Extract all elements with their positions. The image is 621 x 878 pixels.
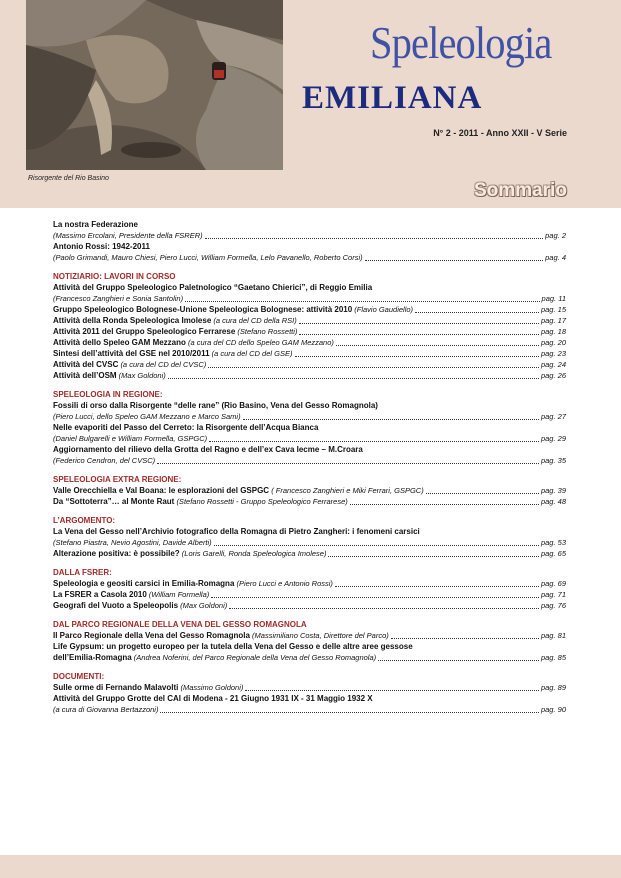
- leader-dots: [208, 366, 539, 368]
- page-number: pag. 76: [540, 601, 566, 610]
- toc-entry-title: Attività della Ronda Speleologica Imolese: [53, 316, 212, 325]
- leader-dots: [185, 300, 539, 302]
- toc-entry-authors: (Massimo Goldoni): [180, 683, 244, 692]
- toc-entry-row: [53, 326, 566, 337]
- magazine-title-bottom: EMILIANA: [302, 80, 483, 116]
- toc-entry-authors: ( Francesco Zanghieri e Miki Ferrari, GSPGC): [271, 486, 424, 495]
- magazine-title-top: Speleologia: [370, 17, 552, 68]
- toc-entry-authors: (Piero Lucci, dello Speleo GAM Mezzano e Marco Sami): [53, 412, 241, 421]
- toc-entry-authors: (Max Goldoni): [180, 601, 228, 610]
- page-number: pag. 4: [545, 253, 566, 262]
- section-heading: DALLA FSRER:: [53, 568, 112, 577]
- toc-entry-authors: (Max Goldoni): [118, 371, 166, 380]
- section-heading: DAL PARCO REGIONALE DELLA VENA DEL GESSO ROMAGNOLA: [53, 620, 307, 629]
- page-number: pag. 17: [540, 316, 566, 325]
- toc-entry-row: [53, 348, 566, 359]
- section-heading: NOTIZIARIO: LAVORI IN CORSO: [53, 272, 176, 281]
- page-number: pag. 65: [540, 549, 566, 558]
- leader-dots: [245, 689, 539, 691]
- page-number: pag. 11: [541, 294, 566, 303]
- page-number: pag. 2: [545, 231, 566, 240]
- toc-entry-title: Speleologia e geositi carsici in Emilia-Romagna: [53, 579, 235, 588]
- toc-entry-row: [53, 682, 566, 693]
- toc-entry-title: Sulle orme di Fernando Malavolti: [53, 683, 179, 692]
- page-number: pag. 27: [540, 412, 566, 421]
- leader-dots: [336, 344, 539, 346]
- section-heading: SPELEOLOGIA IN REGIONE:: [53, 390, 163, 399]
- toc-entry-authors: (Loris Garelli, Ronda Speleologica Imolese): [181, 549, 327, 558]
- page-number: pag. 69: [540, 579, 566, 588]
- toc-entry-row: [53, 433, 566, 444]
- leader-dots: [295, 355, 539, 357]
- leader-dots: [378, 659, 539, 661]
- sommario-heading: Sommario: [474, 180, 567, 201]
- toc-entry-authors: (a cura del CD dello Speleo GAM Mezzano): [188, 338, 334, 347]
- toc-entry-authors: (a cura del CD della RSI): [213, 316, 297, 325]
- toc-section-federazione: [53, 219, 566, 263]
- leader-dots: [214, 544, 539, 546]
- toc-section-fsrer: [53, 567, 566, 611]
- page-number: pag. 39: [540, 486, 566, 495]
- toc-entry-title: La FSRER a Casola 2010: [53, 590, 147, 599]
- table-of-contents: [53, 219, 566, 723]
- toc-entry-title: Valle Orecchiella e Val Boana: le esplorazioni del GSPGC: [53, 486, 270, 495]
- toc-entry-title: La nostra Federazione: [53, 220, 138, 229]
- toc-entry-authors: (Stefano Piastra, Nevio Agostini, Davide Alberti): [53, 538, 212, 547]
- toc-entry-row: [53, 589, 566, 600]
- toc-entry-row: [53, 293, 566, 304]
- cave-photo: [26, 0, 283, 170]
- toc-entry-row: [53, 548, 566, 559]
- toc-section-argomento: [53, 515, 566, 559]
- toc-entry-row: [53, 337, 566, 348]
- toc-entry-authors: (a cura del CD del CVSC): [120, 360, 207, 369]
- toc-entry-authors: (a cura del CD del GSE): [211, 349, 293, 358]
- toc-entry-row: [53, 230, 566, 241]
- toc-entry-title: Attività del CVSC: [53, 360, 119, 369]
- leader-dots: [426, 492, 539, 494]
- toc-entry-authors: (Massimiliano Costa, Direttore del Parco): [252, 631, 389, 640]
- page-number: pag. 53: [540, 538, 566, 547]
- leader-dots: [328, 555, 539, 557]
- leader-dots: [299, 333, 539, 335]
- leader-dots: [211, 596, 539, 598]
- leader-dots: [415, 311, 539, 313]
- toc-entry-authors: (William Formella): [148, 590, 210, 599]
- toc-entry-authors: (Massimo Ercolani, Presidente della FSRER): [53, 231, 203, 240]
- toc-entry-authors: (Daniel Bulgarelli e William Formella, GSPGC): [53, 434, 208, 443]
- toc-entry-row: [53, 704, 566, 715]
- toc-entry-title-continued: dell’Emilia-Romagna: [53, 653, 132, 662]
- issue-info: N° 2 - 2011 - Anno XXII - V Serie: [433, 128, 567, 138]
- toc-entry-row: [53, 455, 566, 466]
- toc-entry-authors: (Stefano Rossetti): [237, 327, 298, 336]
- photo-caption: Risorgente del Rio Basino: [28, 175, 109, 182]
- page-number: pag. 71: [540, 590, 566, 599]
- toc-entry-title: Sintesi dell’attività del GSE nel 2010/2011: [53, 349, 210, 358]
- page-number: pag. 48: [540, 497, 566, 506]
- toc-entry-authors: (Francesco Zanghieri e Sonia Santolin): [53, 294, 184, 303]
- toc-entry-row: [53, 315, 566, 326]
- toc-entry-title: Attività del Gruppo Grotte del CAI di Modena - 21 Giugno 1931 IX - 31 Maggio 1932 X: [53, 694, 373, 703]
- toc-entry-authors: (Piero Lucci e Antonio Rossi): [236, 579, 333, 588]
- leader-dots: [160, 711, 539, 713]
- toc-section-extra-regione: [53, 474, 566, 507]
- page-number: pag. 23: [540, 349, 566, 358]
- toc-entry-row: [53, 485, 566, 496]
- toc-entry-title: Alterazione positiva: è possibile?: [53, 549, 180, 558]
- leader-dots: [350, 503, 539, 505]
- toc-entry-row: [53, 630, 566, 641]
- toc-entry-authors: (Flavio Gaudiello): [354, 305, 414, 314]
- toc-entry-title: La Vena del Gesso nell’Archivio fotografico della Romagna di Pietro Zangheri: i fenomeni carsici: [53, 527, 420, 536]
- footer-band: [0, 855, 621, 878]
- leader-dots: [299, 322, 539, 324]
- toc-entry-title: Attività del Gruppo Speleologico Paletnologico “Gaetano Chierici”, di Reggio Emilia: [53, 283, 373, 292]
- toc-entry-row: [53, 537, 566, 548]
- toc-entry-title: Nelle evaporiti del Passo del Cerreto: la Risorgente dell’Acqua Bianca: [53, 423, 319, 432]
- leader-dots: [209, 440, 539, 442]
- toc-entry-title: Antonio Rossi: 1942-2011: [53, 242, 150, 251]
- toc-entry-title: Attività dello Speleo GAM Mezzano: [53, 338, 186, 347]
- toc-section-documenti: [53, 671, 566, 715]
- page-number: pag. 18: [540, 327, 566, 336]
- leader-dots: [391, 637, 539, 639]
- toc-entry-title: Gruppo Speleologico Bolognese-Unione Speleologica Bolognese: attività 2010: [53, 305, 353, 314]
- leader-dots: [168, 377, 539, 379]
- toc-entry-authors: (Andrea Noferini, del Parco Regionale della Vena del Gesso Romagnola): [133, 653, 377, 662]
- toc-entry-row: [53, 578, 566, 589]
- page-number: pag. 89: [540, 683, 566, 692]
- toc-section-parco: [53, 619, 566, 663]
- toc-entry-row: [53, 652, 566, 663]
- leader-dots: [335, 585, 539, 587]
- toc-entry-row: [53, 359, 566, 370]
- page-number: pag. 24: [540, 360, 566, 369]
- toc-entry-title: Attività 2011 del Gruppo Speleologico Ferrarese: [53, 327, 236, 336]
- leader-dots: [243, 418, 539, 420]
- section-heading: DOCUMENTI:: [53, 672, 105, 681]
- toc-section-regione: [53, 389, 566, 466]
- toc-entry-title: Fossili di orso dalla Risorgente “delle rane” (Rio Basino, Vena del Gesso Romagnola): [53, 401, 378, 410]
- leader-dots: [229, 607, 539, 609]
- header-band: [0, 0, 621, 208]
- page-number: pag. 29: [540, 434, 566, 443]
- toc-entry-row: [53, 304, 566, 315]
- toc-entry-title: Il Parco Regionale della Vena del Gesso Romagnola: [53, 631, 250, 640]
- toc-entry-authors: (Stefano Rossetti - Gruppo Speleologico Ferrarese): [176, 497, 348, 506]
- toc-entry-authors: (a cura di Giovanna Bertazzoni): [53, 705, 159, 714]
- toc-entry-title: Life Gypsum: un progetto europeo per la tutela della Vena del Gesso e delle altre aree gessose: [53, 642, 413, 651]
- leader-dots: [205, 237, 544, 239]
- leader-dots: [157, 462, 539, 464]
- toc-entry-authors: (Paolo Grimandi, Mauro Chiesi, Piero Lucci, William Formella, Lelo Pavanello, Roberto Corsi): [53, 253, 363, 262]
- page-number: pag. 15: [540, 305, 566, 314]
- page-number: pag. 26: [540, 371, 566, 380]
- toc-entry-row: [53, 411, 566, 422]
- toc-section-notiziario: [53, 271, 566, 381]
- toc-entry-title: Da “Sottoterra”… al Monte Raut: [53, 497, 175, 506]
- toc-entry-title: Aggiornamento del rilievo della Grotta del Ragno e dell’ex Cava Iecme – M.Croara: [53, 445, 363, 454]
- toc-entry-row: [53, 370, 566, 381]
- page-number: pag. 85: [540, 653, 566, 662]
- toc-entry-row: [53, 496, 566, 507]
- section-heading: L’ARGOMENTO:: [53, 516, 116, 525]
- leader-dots: [365, 259, 544, 261]
- toc-entry-authors: (Federico Cendron, del CVSC): [53, 456, 156, 465]
- page-number: pag. 35: [540, 456, 566, 465]
- section-heading: SPELEOLOGIA EXTRA REGIONE:: [53, 475, 182, 484]
- page-number: pag. 90: [540, 705, 566, 714]
- toc-entry-title: Attività dell’OSM: [53, 371, 117, 380]
- toc-entry-row: [53, 252, 566, 263]
- toc-entry-row: [53, 600, 566, 611]
- page-number: pag. 20: [540, 338, 566, 347]
- page-number: pag. 81: [540, 631, 566, 640]
- toc-entry-title: Geografi del Vuoto a Speleopolis: [53, 601, 179, 610]
